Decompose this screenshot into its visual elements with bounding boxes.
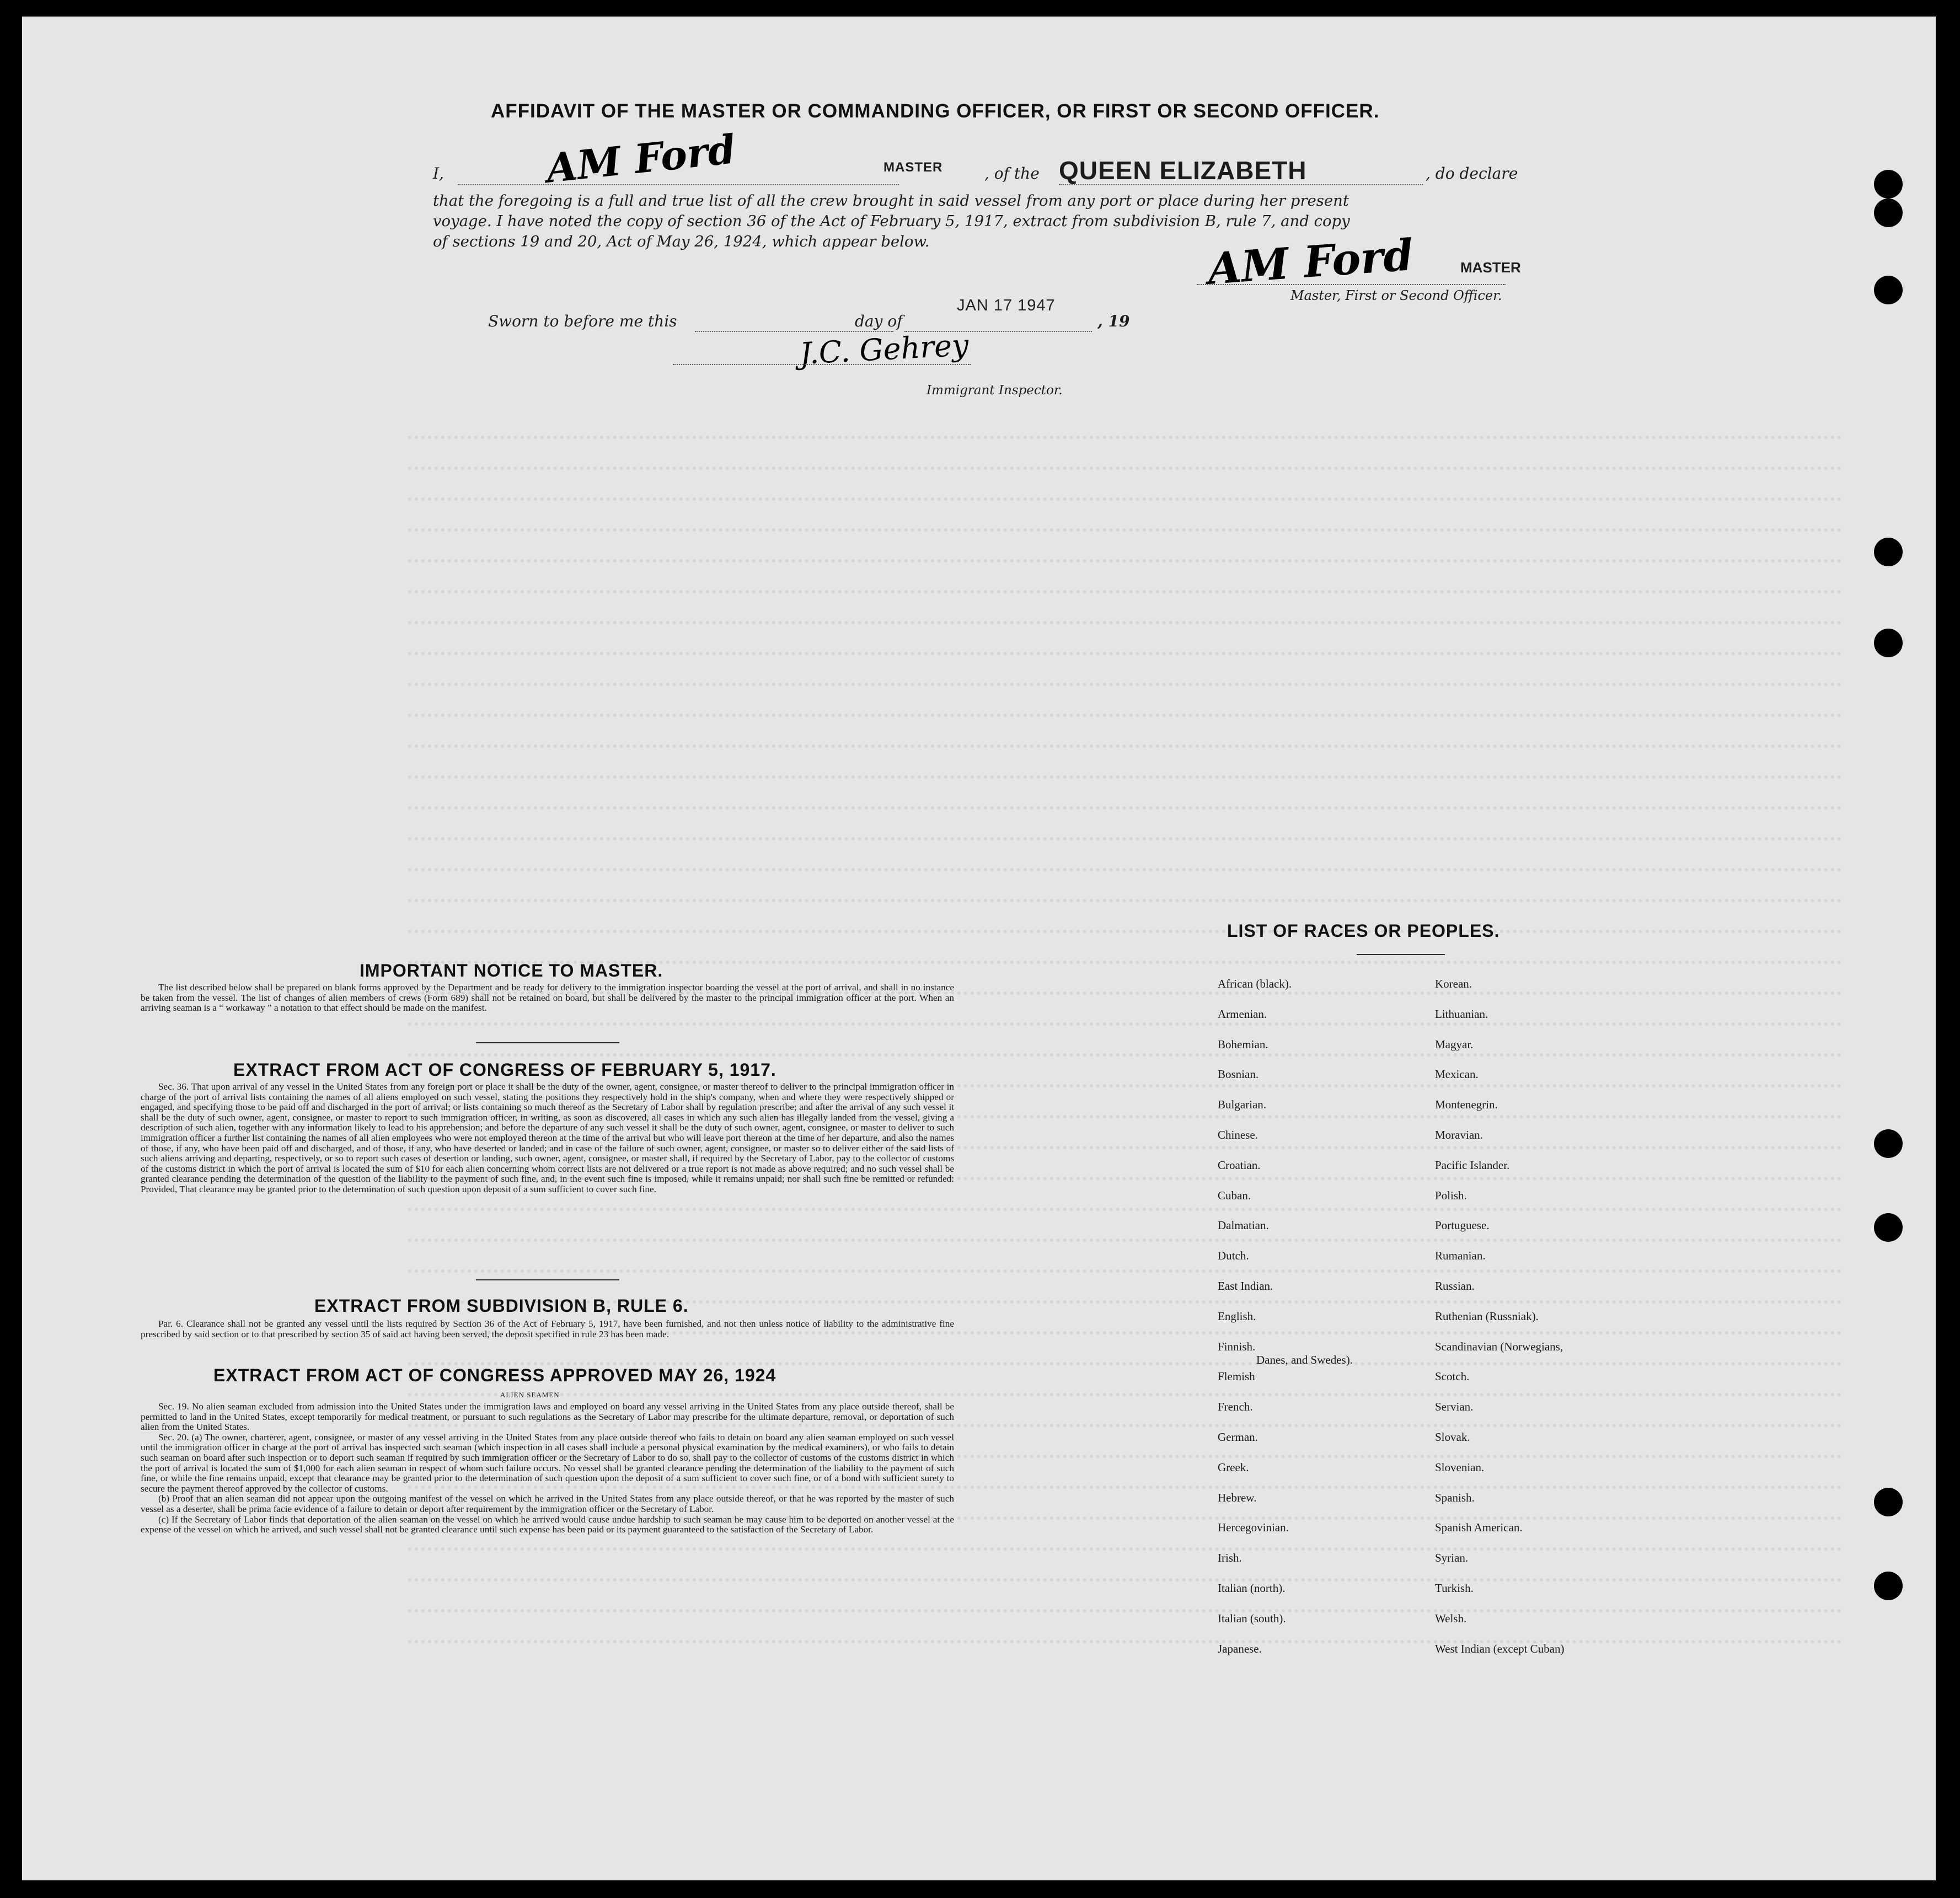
bleed-through-row — [408, 703, 1842, 717]
rank-label-2: MASTER — [1460, 259, 1521, 276]
race-item: Syrian. — [1435, 1551, 1469, 1565]
race-item: Greek. — [1218, 1460, 1249, 1474]
vessel-name: QUEEN ELIZABETH — [1059, 156, 1307, 185]
race-item: Italian (north). — [1218, 1581, 1286, 1595]
race-item: Hercegovinian. — [1218, 1521, 1289, 1535]
race-item: Lithuanian. — [1435, 1007, 1488, 1021]
subdivision-title: EXTRACT FROM SUBDIVISION B, RULE 6. — [314, 1296, 689, 1316]
race-item: German. — [1218, 1430, 1258, 1444]
race-item: English. — [1218, 1309, 1256, 1323]
affidavit-i: I, — [433, 164, 444, 183]
race-item: East Indian. — [1218, 1279, 1273, 1293]
master-signature: AM Ford — [544, 125, 738, 192]
race-item: Slovenian. — [1435, 1460, 1485, 1474]
race-item: Italian (south). — [1218, 1611, 1286, 1625]
bleed-through-row — [408, 1042, 1842, 1057]
bleed-through-row — [408, 548, 1842, 562]
officer-fill-line — [1197, 284, 1506, 285]
race-item: West Indian (except Cuban) — [1435, 1642, 1565, 1655]
bleed-through-row — [408, 888, 1842, 902]
bleed-through-row — [408, 1351, 1842, 1365]
bleed-through-row — [408, 517, 1842, 532]
extract-1924-text: Sec. 19. No alien seaman excluded from admission into the United States under the immigration laws and employed on board any vessel arriving in the United States from any place outside thereof, shall be permitted to land in the United States, except temporarily for medical treatment, or pursuant to such regulations as the Secretary of Labor may prescribe for the ultimate departure, removal, or deportation of such alien from the United States. Sec. 20. (a) The owner, charterer, agent, consignee, or master of any vessel arriving in the United States from any place outside thereof who fails to detain on board any alien seaman employed on such vessel until the immigration officer in charge at the port of arrival has inspected such seaman (which inspection in all cases shall include a personal physical examination by the medical examiners), or who fails to detain such seaman on board after such inspection or to deport such seaman if required by such immigration officer or the Secretary of Labor to do so, shall pay to the collector of customs of the customs district in which the port of arrival is located the sum of $1,000 for each alien seaman in respect of whom such failure occurs. No vessel shall be granted clearance pending the determination of the liability to the payment of such fine, or while the fine remains unpaid, except that clearance may be granted prior to the determination of such question upon the deposit of a sum sufficient to cover such fine, or of a bond with sufficient surety to secure the payment thereof approved by the collector of customs. (b) Proof that an alien seaman did not appear upon the outgoing manifest of the vessel on which he arrived in the United States from any place outside thereof, or that he was reported by the master of such vessel as a deserter, shall be prima facie evidence of a failure to detain or deport after requirement by the immigration officer or the Secretary of Labor. (c) If the Secretary of Labor finds that deportation of the alien seaman on the vessel on which he arrived would cause undue hardship to such seaman he may cause him to be deported on another vessel at the expense of the vessel on which he arrived, and such vessel shall not be granted clearance until such expense has been paid or its payment guaranteed to the satisfaction of the Secretary of Labor. — [141, 1401, 954, 1535]
extract-1917-title: EXTRACT FROM ACT OF CONGRESS OF FEBRUARY 5, 1917. — [233, 1060, 776, 1080]
affidavit-title: AFFIDAVIT OF THE MASTER OR COMMANDING OFFICER, OR FIRST OR SECOND OFFICER. — [491, 100, 1380, 122]
bleed-through-row — [408, 455, 1842, 470]
name-fill-line — [458, 184, 899, 185]
notice-text: The list described below shall be prepared on blank forms approved by the Department and be ready for delivery to the immigration inspector boarding the vessel at the port of arrival, and shall in no instance be taken from the vessel. The list of changes of alien members of crews (Form 689) shall not be retained on board, but shall be delivered by the master to the principal immigration officer at the port. When an arriving seaman is a “ workaway ” a notation to that effect should be made on the manifest. — [141, 982, 954, 1014]
rank-label: MASTER — [883, 160, 943, 175]
race-item: Irish. — [1218, 1551, 1242, 1565]
bleed-through-row — [408, 1258, 1842, 1273]
bleed-through-row — [408, 1536, 1842, 1551]
race-item: Bulgarian. — [1218, 1098, 1267, 1112]
affidavit-line-2: that the foregoing is a full and true list of all the crew brought in said vessel from any port or place during her present — [433, 192, 1349, 210]
race-item: Danes, and Swedes). — [1256, 1353, 1353, 1366]
bleed-through-row — [408, 1227, 1842, 1242]
punch-hole — [1874, 276, 1903, 304]
bleed-through-row — [408, 610, 1842, 624]
race-item: Pacific Islander. — [1435, 1158, 1510, 1172]
punch-hole — [1874, 1572, 1903, 1600]
punch-hole — [1874, 1488, 1903, 1516]
race-item: Japanese. — [1218, 1642, 1262, 1655]
race-item: Turkish. — [1435, 1581, 1474, 1595]
race-item: Cuban. — [1218, 1188, 1251, 1202]
race-item: French. — [1218, 1400, 1253, 1414]
punch-hole — [1874, 1213, 1903, 1242]
bleed-through-row — [408, 733, 1842, 748]
punch-hole — [1874, 199, 1903, 227]
bleed-through-row — [408, 641, 1842, 655]
bleed-through-row — [408, 425, 1842, 439]
bleed-through-row — [408, 579, 1842, 593]
of-the-label: , of the — [984, 164, 1040, 183]
punch-hole — [1874, 538, 1903, 566]
race-item: Moravian. — [1435, 1128, 1483, 1141]
master-signature-2: AM Ford — [1206, 230, 1415, 294]
race-item: Portuguese. — [1435, 1219, 1490, 1232]
race-item: Servian. — [1435, 1400, 1474, 1414]
race-item: Armenian. — [1218, 1007, 1267, 1021]
bleed-through-row — [408, 1598, 1842, 1612]
inspector-signature: J.C. Gehrey — [799, 328, 970, 371]
date-stamp: JAN 17 1947 — [957, 297, 1056, 314]
race-item: Mexican. — [1435, 1068, 1479, 1081]
bleed-through-row — [408, 919, 1842, 933]
punch-hole — [1874, 629, 1903, 657]
race-item: Hebrew. — [1218, 1490, 1257, 1504]
officer-caption: Master, First or Second Officer. — [1290, 288, 1502, 303]
divider — [476, 1042, 619, 1043]
race-item: Polish. — [1435, 1188, 1467, 1202]
race-item: Dalmatian. — [1218, 1219, 1269, 1232]
day-of-label: day of — [855, 312, 903, 330]
affidavit-line-3: voyage. I have noted the copy of section 36 of the Act of February 5, 1917, extract from subdivision B, rule 7, and copy — [433, 212, 1350, 230]
subdivision-text: Par. 6. Clearance shall not be granted any vessel until the lists required by Section 36 of the Act of February 5, 1917, have been furnished, and not then unless notice of liability to the administrative fine prescribed by said section or to that prescribed by section 35 of said act having been served, the deposit specified in rule 23 has been made. — [141, 1318, 954, 1339]
bleed-through-row — [408, 1629, 1842, 1643]
manifest-page — [22, 17, 1936, 1880]
year-prefix: , 19 — [1097, 312, 1130, 330]
inspector-caption: Immigrant Inspector. — [927, 383, 1063, 398]
races-title-underline — [1357, 954, 1445, 955]
race-item: Spanish American. — [1435, 1521, 1523, 1535]
bleed-through-row — [408, 764, 1842, 779]
inspector-fill-line — [673, 364, 971, 365]
race-item: Spanish. — [1435, 1490, 1475, 1504]
affidavit-line-4: of sections 19 and 20, Act of May 26, 1924, which appear below. — [433, 233, 930, 250]
vessel-fill-line — [1059, 184, 1423, 185]
punch-hole — [1874, 1129, 1903, 1158]
race-item: Dutch. — [1218, 1249, 1249, 1263]
race-item: Ruthenian (Russniak). — [1435, 1309, 1539, 1323]
race-item: Scandinavian (Norwegians, — [1435, 1339, 1563, 1353]
race-item: Rumanian. — [1435, 1249, 1486, 1263]
race-item: Chinese. — [1218, 1128, 1258, 1141]
race-item: Russian. — [1435, 1279, 1475, 1293]
bleed-through-row — [408, 857, 1842, 871]
race-item: Magyar. — [1435, 1037, 1474, 1051]
bleed-through-row — [408, 1011, 1842, 1026]
sworn-fill-line — [695, 331, 893, 332]
race-item: Finnish. — [1218, 1339, 1256, 1353]
race-item: Bohemian. — [1218, 1037, 1268, 1051]
race-item: Welsh. — [1435, 1611, 1467, 1625]
do-declare-label: , do declare — [1426, 164, 1518, 183]
race-item: African (black). — [1218, 977, 1292, 990]
extract-1917-text: Sec. 36. That upon arrival of any vessel in the United States from any foreign port or place it shall be the duty of the owner, agent, consignee, or master thereof to deliver to the principal immigration officer in charge of the port of arrival lists containing the names of all aliens employed on such vessel, stating the positions they respectively hold in the ship's company, when and where they were respectively shipped or engaged, and specifying those to be paid off and discharged in the port of arrival; or lists containing so much thereof as the Secretary of Labor shall by regulation prescribe; and after the arrival of any such vessel it shall be the duty of such owner, agent, consignee, or master to report to such immigration officer, in writing, as soon as discovered, all cases in which any such alien has illegally landed from the vessel, giving a description of such alien, together with any information likely to lead to his apprehension; and before the departure of any such vessel it shall be the duty of such owner, agent, consignee, or master to deliver to such immigration officer a further list containing the names of all alien employees who were not employed thereon at the time of the arrival but who will leave port thereon at the time of her departure, and also the names of those, if any, who have been paid off and discharged, and of those, if any, who have deserted or landed; and in case of the failure of such owner, agent, consignee, or master so to deliver either of the said lists of such aliens arriving and departing, respectively, or so to report such cases of desertion or landing, such owner, agent, consignee, or master shall, if required by the Secretary of Labor, pay to the collector of customs of the customs district in which the port of arrival is located the sum of $10 for each alien concerning whom correct lists are not delivered or a true report is not made as above required; and no such vessel shall be granted clearance pending the determination of the question of the liability to the payment of such fine, and, in the event such fine is imposed, while it remains unpaid; nor shall such fine be remitted or refunded: Provided, That clearance may be granted prior to the determination of such question upon deposit of a sum sufficient to cover such fine. — [141, 1081, 954, 1194]
race-item: Montenegrin. — [1435, 1098, 1498, 1112]
race-item: Croatian. — [1218, 1158, 1261, 1172]
race-item: Scotch. — [1435, 1370, 1470, 1384]
races-title: LIST OF RACES OR PEOPLES. — [1227, 921, 1500, 941]
notice-title: IMPORTANT NOTICE TO MASTER. — [360, 961, 663, 980]
alien-seamen-subtitle: ALIEN SEAMEN — [500, 1391, 560, 1399]
race-item: Bosnian. — [1218, 1068, 1259, 1081]
sworn-label: Sworn to before me this — [488, 312, 677, 330]
punch-hole — [1874, 170, 1903, 199]
bleed-through-row — [408, 826, 1842, 840]
race-item: Slovak. — [1435, 1430, 1470, 1444]
bleed-through-row — [408, 672, 1842, 686]
extract-1924-title: EXTRACT FROM ACT OF CONGRESS APPROVED MAY 26, 1924 — [213, 1365, 776, 1385]
divider — [476, 1279, 619, 1280]
bleed-through-row — [408, 486, 1842, 501]
bleed-through-row — [408, 1197, 1842, 1211]
bleed-through-row — [408, 795, 1842, 809]
bleed-through-row — [408, 1567, 1842, 1581]
race-item: Flemish — [1218, 1370, 1255, 1384]
race-item: Korean. — [1435, 977, 1472, 990]
